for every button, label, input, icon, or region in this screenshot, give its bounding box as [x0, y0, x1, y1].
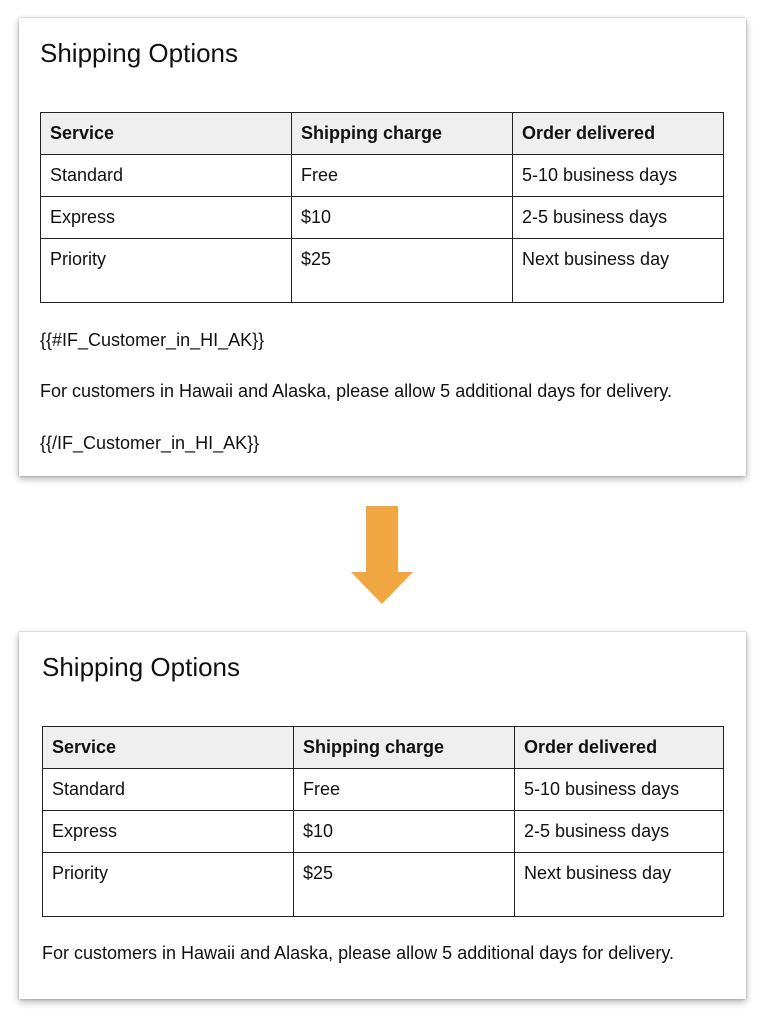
header-service: Service: [43, 727, 294, 769]
cell-charge: Free: [292, 155, 513, 197]
header-shipping-charge: Shipping charge: [294, 727, 515, 769]
cell-delivery: 2-5 business days: [515, 811, 724, 853]
table-row: [41, 155, 724, 197]
table-row: [43, 811, 724, 853]
cell-service: Standard: [43, 769, 294, 811]
cell-service: Express: [41, 197, 292, 239]
shipping-table: [40, 112, 724, 303]
conditional-close-tag: {{/IF_Customer_in_HI_AK}}: [40, 433, 260, 453]
cell-delivery: 2-5 business days: [513, 197, 724, 239]
document-title: Shipping Options: [40, 38, 239, 68]
conditional-open-tag: {{#IF_Customer_in_HI_AK}}: [40, 330, 265, 350]
cell-delivery: 5-10 business days: [513, 155, 724, 197]
cell-charge: $10: [292, 197, 513, 239]
cell-service: Express: [43, 811, 294, 853]
header-shipping-charge: Shipping charge: [292, 113, 513, 155]
cell-charge: $25: [292, 239, 513, 303]
cell-delivery: 5-10 business days: [515, 769, 724, 811]
table-row: [41, 239, 724, 303]
delivery-note: For customers in Hawaii and Alaska, please allow 5 additional days for delivery.: [40, 381, 672, 401]
header-order-delivered: Order delivered: [513, 113, 724, 155]
cell-delivery: Next business day: [513, 239, 724, 303]
table-row: [43, 769, 724, 811]
header-order-delivered: Order delivered: [515, 727, 724, 769]
document-title: Shipping Options: [42, 652, 241, 682]
header-service: Service: [41, 113, 292, 155]
cell-service: Priority: [41, 239, 292, 303]
cell-service: Standard: [41, 155, 292, 197]
table-header-row: [41, 113, 724, 155]
table-row: [43, 853, 724, 917]
table-header-row: [43, 727, 724, 769]
delivery-note: For customers in Hawaii and Alaska, please allow 5 additional days for delivery.: [42, 943, 674, 963]
cell-charge: $10: [294, 811, 515, 853]
rendered-document: [19, 632, 746, 999]
cell-charge: Free: [294, 769, 515, 811]
shipping-table: [42, 726, 724, 917]
arrow-down-icon: [351, 506, 413, 604]
table-row: [41, 197, 724, 239]
cell-service: Priority: [43, 853, 294, 917]
cell-charge: $25: [294, 853, 515, 917]
cell-delivery: Next business day: [515, 853, 724, 917]
template-document: [19, 18, 746, 476]
